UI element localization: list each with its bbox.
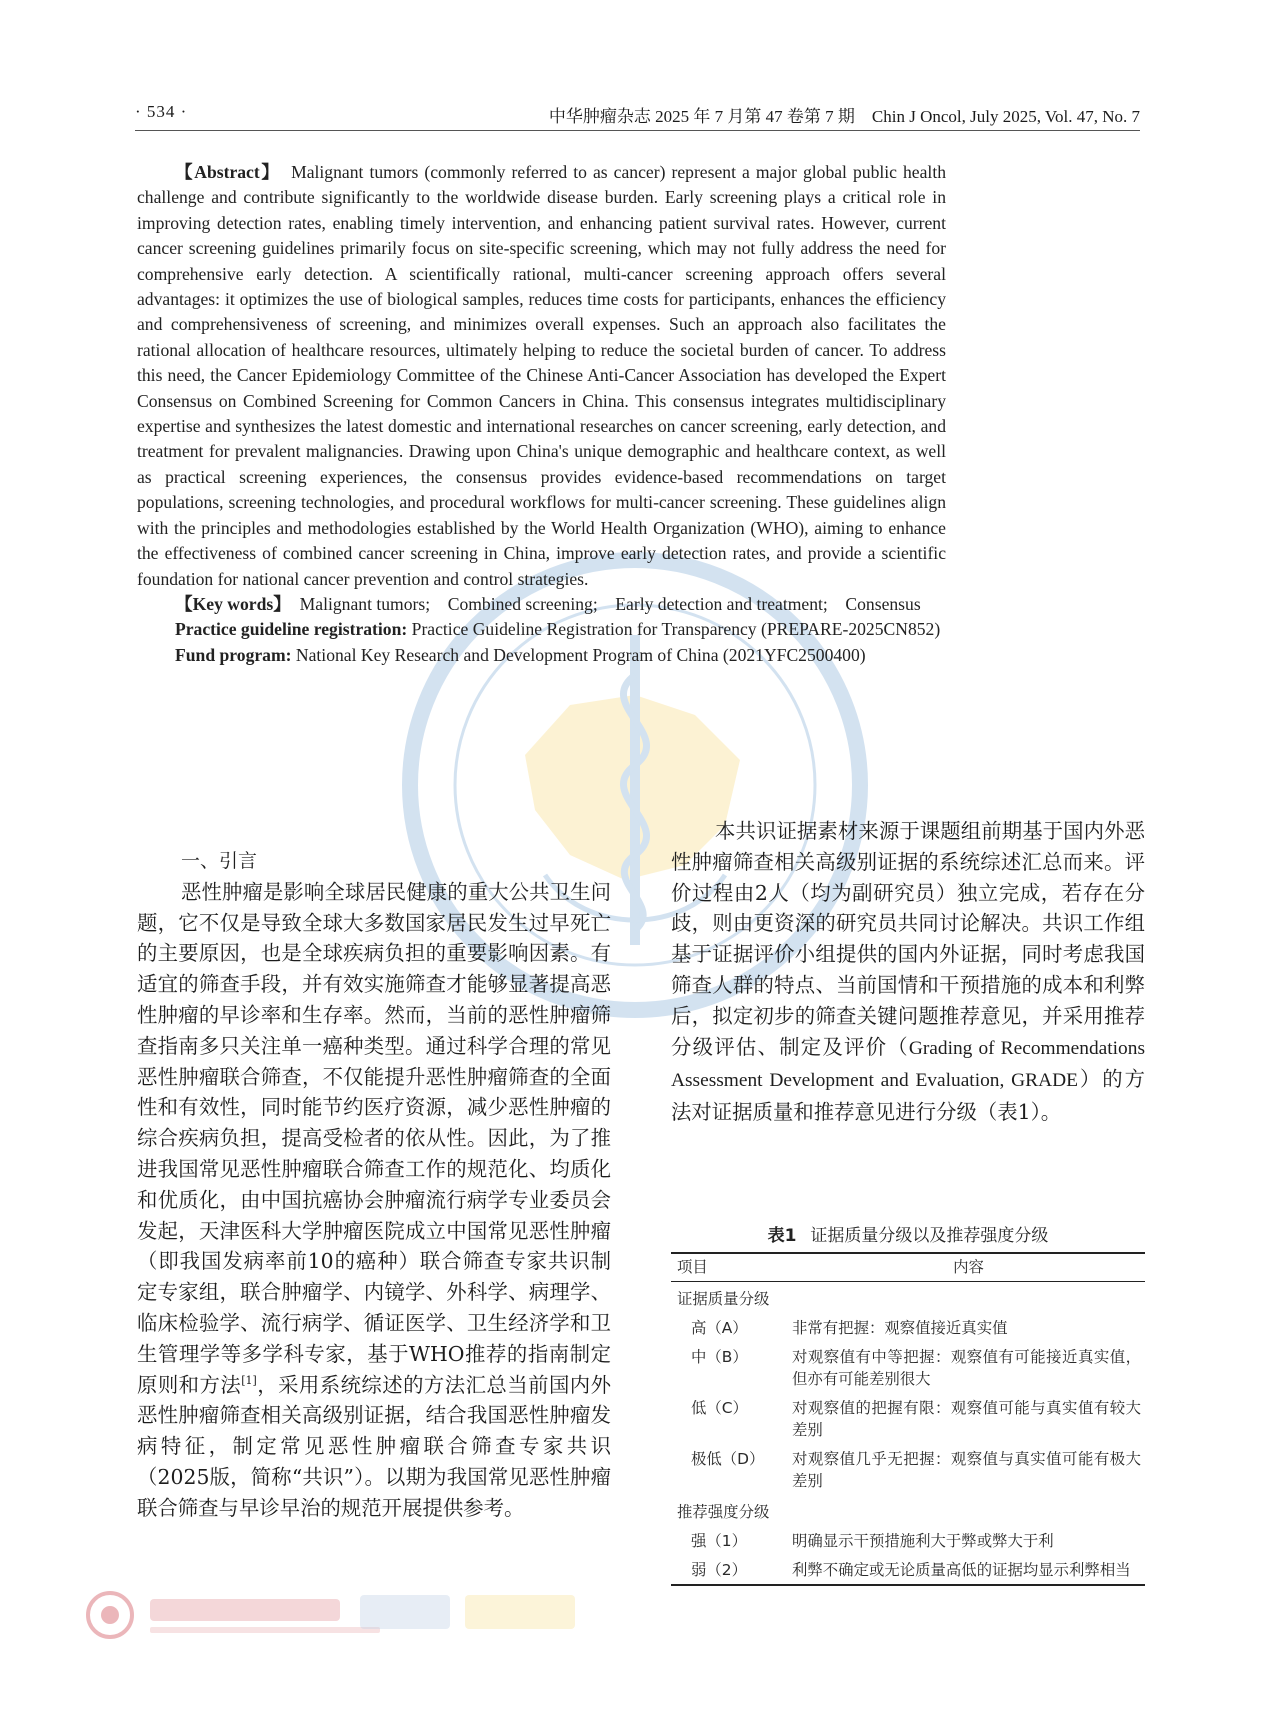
intro-text-part1: 恶性肿瘤是影响全球居民健康的重大公共卫生问题，它不仅是导致全球大多数国家居民发生过早死亡的主要原因，也是全球疾病负担的重要影响因素。有适宜的筛查手段，并有效实施筛查才能够显著提高恶性肿瘤的早诊率和生存率。然而，当前的恶性肿瘤筛查指南多只关注单一癌种类型。通过科学合理的常见恶性肿瘤联合筛查，不仅能提升恶性肿瘤筛查的全面性和有效性，同时能节约医疗资源，减少恶性肿瘤的综合疾病负担，提高受检者的依从性。因此，为了推进我国常见恶性肿瘤联合筛查工作的规范化、均质化和优质化，由中国抗癌协会肿瘤流行病学专业委员会发起，天津医科大学肿瘤医院成立中国常见恶性肿瘤（即我国发病率前10的癌种）联合筛查专家共识制定专家组，联合肿瘤学、内镜学、外科学、病理学、临床检验学、流行病学、循证医学、卫生经济学和卫生管理学等多学科专家，基于WHO推荐的指南制定原则和方法: [137, 879, 611, 1397]
page-number: · 534 ·: [135, 102, 188, 121]
intro-paragraph: [137, 877, 611, 1524]
registration-label: Practice guideline registration:: [175, 619, 408, 640]
table-number: 表1: [767, 1226, 797, 1246]
description-cell: 对观察值有中等把握：观察值有可能接近真实值，但亦有可能差别很大: [792, 1348, 1141, 1388]
table-row: [671, 1555, 1145, 1585]
evidence-paragraph: [671, 816, 1145, 1128]
journal-info: 中华肿瘤杂志 2025 年 7 月第 47 卷第 7 期 Chin J Oncol, July 2025, Vol. 47, No. 7: [548, 107, 1140, 126]
citation-marker[interactable]: [1]: [241, 1373, 257, 1387]
keywords-text: Malignant tumors; Combined screening; Early detection and treatment; Consensus: [299, 593, 921, 614]
description-cell: 明确显示干预措施利大于弊或弊大于利: [792, 1532, 1054, 1550]
abstract-label: 【Abstract】: [175, 162, 272, 182]
evidence-text-cn: 本共识证据素材来源于课题组前期基于国内外恶性肿瘤筛查相关高级别证据的系统综述汇总而来。评价过程由2人（均为副研究员）独立完成，若存在分歧，则由更资深的研究员共同讨论解决。共识工作组基于证据评价小组提供的国内外证据，同时考虑我国筛查人群的特点、当前国情和干预措施的成本和利弊后，拟定初步的筛查关键问题推荐意见，并采用推荐分级评估、制定及评价（: [671, 819, 1145, 1059]
table-row: [671, 1342, 1145, 1393]
level-cell: 极低（D）: [691, 1450, 765, 1468]
page-header: [135, 102, 1140, 131]
left-column: [137, 846, 611, 1524]
right-column: [671, 816, 1145, 1128]
level-cell: 低（C）: [691, 1399, 748, 1417]
table-caption: [671, 1221, 1145, 1246]
table-row: [671, 1393, 1145, 1444]
description-cell: 非常有把握：观察值接近真实值: [792, 1319, 1008, 1337]
table-group-row: [671, 1495, 1145, 1526]
abstract-paragraph: [137, 160, 946, 592]
level-cell: 弱（2）: [691, 1561, 747, 1579]
evidence-grading-table: [671, 1252, 1145, 1586]
registration-text: Practice Guideline Registration for Transparency (PREPARE-2025CN852): [411, 619, 941, 640]
abstract-text: Malignant tumors (commonly referred to as cancer) represent a major global public health challenge and contribute significantly to the worldwide disease burden. Early screening plays a critical role in improving detection rates, enabling timely intervention, and enhancing patient survival rates. However, current cancer screening guidelines primarily focus on site-specific screening, which may not fully address the need for comprehensive early detection. A scientifically rational, multi-cancer screening approach offers several advantages: it optimizes the use of biological samples, reduces time costs for participants, enhances the efficiency and comprehensiveness of screening, and minimizes overall expenses. Such an approach also facilitates the rational allocation of healthcare resources, ultimately helping to reduce the societal burden of cancer. To address this need, the Cancer Epidemiology Committee of the Chinese Anti-Cancer Association has developed the Expert Consensus on Combined Screening for Common Cancers in China. This consensus integrates multidisciplinary expertise and synthesizes the latest domestic and international researches on cancer screening, early detection, and treatment for prevalent malignancies. Drawing upon China's unique demographic and healthcare context, as well as practical screening experiences, the consensus provides evidence-based recommendations on target populations, screening technologies, and procedural workflows for multi-cancer screening. These guidelines align with the principles and methodologies established by the World Health Organization (WHO), aiming to enhance the effectiveness of combined cancer screening in China, improve early detection rates, and provide a scientific foundation for national cancer prevention and control strategies.: [137, 162, 946, 589]
fund-text: National Key Research and Development Program of China (2021YFC2500400): [295, 644, 866, 665]
description-cell: 利弊不确定或无论质量高低的证据均显示利弊相当: [792, 1561, 1131, 1579]
table-row: [671, 1526, 1145, 1555]
section-heading-introduction: 一、引言: [181, 850, 258, 872]
intro-text-part2: ，采用系统综述的方法汇总当前国内外恶性肿瘤筛查相关高级别证据，结合我国恶性肿瘤发病特征，制定常见恶性肿瘤联合筛查专家共识（2025版，简称“共识”）。以期为我国常见恶性肿瘤联合筛查与早诊早治的规范开展提供参考。: [137, 1372, 612, 1520]
keywords-paragraph: [137, 592, 946, 617]
evidence-text-end: ）的方法对证据质量和推荐意见进行分级（表1）。: [671, 1067, 1145, 1125]
keywords-label: 【Key words】: [175, 593, 283, 614]
table-row: [671, 1313, 1145, 1342]
fund-paragraph: [137, 643, 946, 668]
table-title: 证据质量分级以及推荐强度分级: [810, 1226, 1049, 1246]
evidence-text-en: Grading of Recommendations Assessment Development and Evaluation, GRADE: [671, 1037, 1145, 1092]
level-cell: 强（1）: [691, 1532, 747, 1550]
description-cell: 对观察值的把握有限：观察值可能与真实值有较大差别: [792, 1399, 1141, 1439]
group-evidence-quality: 证据质量分级: [677, 1290, 770, 1308]
level-cell: 高（A）: [691, 1319, 748, 1337]
table-row: [671, 1444, 1145, 1495]
table-group-row: [671, 1282, 1145, 1314]
description-cell: 对观察值几乎无把握：观察值与真实值可能有极大差别: [792, 1450, 1141, 1490]
table-header-row: [671, 1253, 1145, 1282]
registration-paragraph: [137, 617, 946, 642]
publisher-watermark: [80, 1585, 600, 1645]
group-recommendation-strength: 推荐强度分级: [677, 1503, 770, 1521]
fund-label: Fund program:: [175, 644, 292, 665]
english-abstract: [137, 160, 946, 668]
column-header-item: 项目: [677, 1258, 708, 1276]
level-cell: 中（B）: [691, 1348, 748, 1366]
column-header-content: 内容: [953, 1258, 984, 1276]
